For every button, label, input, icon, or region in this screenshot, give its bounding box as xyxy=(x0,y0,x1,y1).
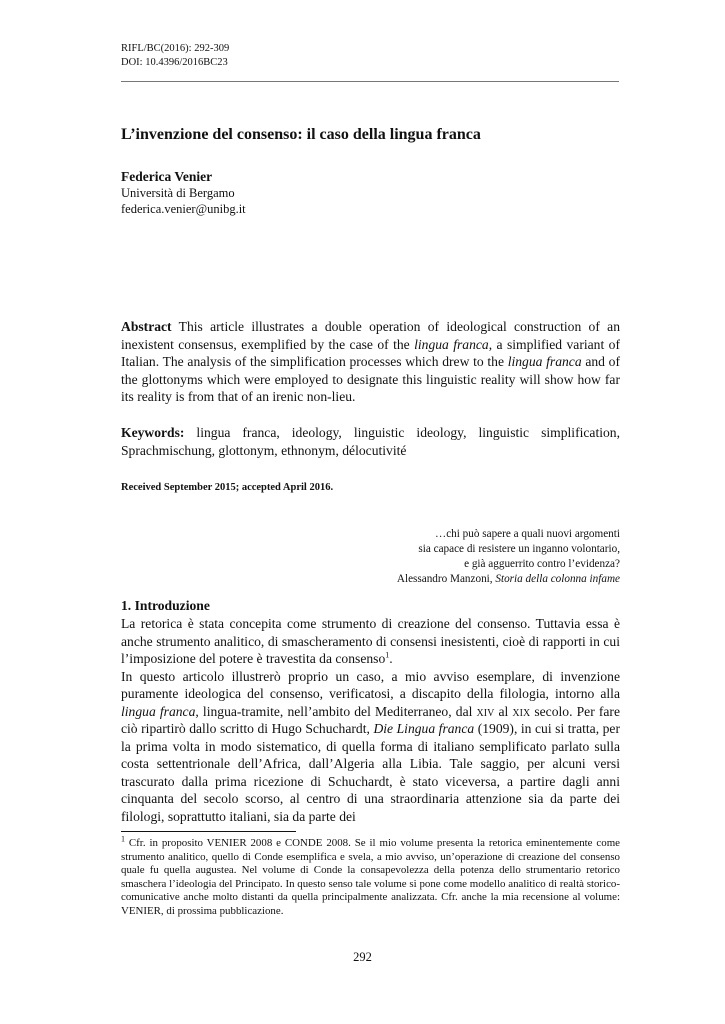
keywords-label: Keywords: xyxy=(121,425,185,440)
author-details xyxy=(121,185,246,217)
epigraph-work: Storia della colonna infame xyxy=(495,573,620,585)
century-numeral: xix xyxy=(512,703,531,719)
footnote-rule xyxy=(121,831,296,832)
epigraph xyxy=(397,527,620,587)
epigraph-line: e già agguerrito contro l’evidenza? xyxy=(464,558,620,570)
keywords xyxy=(121,424,620,459)
running-header xyxy=(121,42,229,70)
paragraph-text: al xyxy=(494,703,513,719)
section-body xyxy=(121,615,620,825)
paragraph-text: secolo. Per fare ciò ripartirò dallo scritto di Hugo Schuchardt, xyxy=(121,703,620,736)
article-title: L’invenzione del consenso: il caso della lingua franca xyxy=(121,126,481,143)
epigraph-attribution xyxy=(397,572,620,587)
page-number: 292 xyxy=(353,950,372,964)
footnote-text: Cfr. in proposito VENIER 2008 e CONDE 2008. Se il mio volume presenta la retorica eminentemente come strumento analitico, quello di Conde esemplifica e svela, a mio avviso, un’operazione di creazione del consenso quale fu quella augustea. Nel volume di Conde la consapevolezza della potenza dello strumentario retorico smaschera l’ideologia del Principato. In questo senso tale volume si pone come modello analitico di realtà storico-comunicative anche molto distanti da quella principalmente analizzata. Cfr. anche la mia recensione al volume: VENIER, di prossima pubblicazione. xyxy=(121,837,620,917)
epigraph-line: …chi può sapere a quali nuovi argomenti xyxy=(435,528,620,540)
body-paragraph xyxy=(121,615,620,668)
epigraph-line: sia capace di resistere un inganno volontario, xyxy=(418,543,620,555)
abstract-text: , a simplified variant of Italian. The analysis of the simplification processes which drew to the xyxy=(121,336,620,369)
received-date: Received September 2015; accepted April 2016. xyxy=(121,482,334,493)
abstract-label: Abstract xyxy=(121,319,172,334)
abstract-text: This article illustrates a double operation of ideological construction of an inexistent consensus, exemplified by the case of the xyxy=(121,319,620,352)
italic-term: lingua franca xyxy=(121,703,196,719)
abstract xyxy=(121,318,620,406)
footnote xyxy=(121,834,620,919)
paragraph-text: La retorica è stata concepita come strumento di creazione del consenso. Tuttavia essa è anche strumento analitico, di smascheramento di consensi inesistenti, cioè di rapporti in cui l’imposizione del potere è travestita da consenso xyxy=(121,616,620,666)
author-name: Federica Venier xyxy=(121,169,213,184)
body-paragraph xyxy=(121,668,620,826)
affiliation: Università di Bergamo xyxy=(121,186,235,200)
abstract-text: and of the glottonyms which were employed to designate this linguistic reality will show how far its reality is from that of an irenic non-lieu. xyxy=(121,354,621,404)
keywords-text: lingua franca, ideology, linguistic ideology, linguistic simplification, Sprachmischung, glottonym, ethnonym, délocutivité xyxy=(121,425,620,458)
abstract-term: lingua franca xyxy=(414,336,489,352)
italic-title: Die Lingua franca xyxy=(373,721,475,736)
abstract-term: lingua franca xyxy=(507,354,582,369)
header-rule xyxy=(121,81,619,82)
footnote-marker: 1 xyxy=(121,834,125,844)
epigraph-author: Alessandro Manzoni, xyxy=(396,573,496,585)
century-numeral: xiv xyxy=(476,703,495,719)
paragraph-text: . xyxy=(389,651,393,666)
paragraph-text: , lingua-tramite, nell’ambito del Mediterraneo, dal xyxy=(195,703,477,719)
footnote-reference[interactable]: 1 xyxy=(385,650,390,660)
paragraph-text: In questo articolo illustrerò proprio un caso, a mio avviso esemplare, di invenzione puramente ideologica del consenso, verificatosi, a discapito della filologia, intorno alla xyxy=(121,668,620,701)
journal-reference: RIFL/BC(2016): 292-309 xyxy=(121,43,230,54)
doi: DOI: 10.4396/2016BC23 xyxy=(121,57,228,68)
author-email: federica.venier@unibg.it xyxy=(121,202,246,216)
paragraph-text: (1909), in cui si tratta, per la prima volta in modo sistematico, di quella forma di italiano semplificato parlato sulla costa settentrionale dell’Africa, dall’Algeria alla Libia. Tale saggio, per alcuni versi trascurato dalla prima ricezione di Schuchardt, è stato viceversa, a partire dagli anni cinquanta del secolo scorso, al centro di una straordinaria attenzione sia da parte dei filologi, soprattutto italiani, sia da parte dei xyxy=(121,721,620,824)
section-heading: 1. Introduzione xyxy=(121,598,210,613)
